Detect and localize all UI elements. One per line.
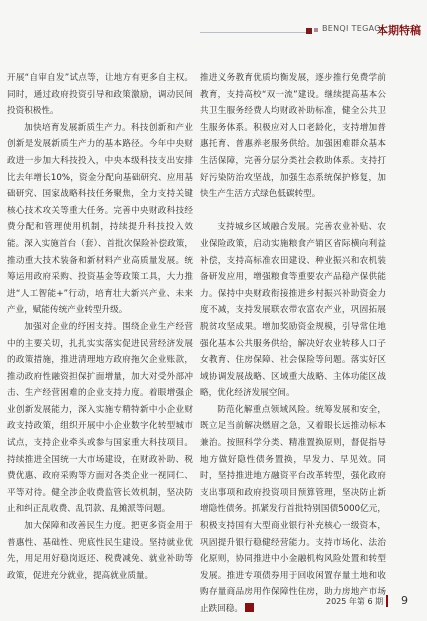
header-square-mark-small <box>314 28 318 32</box>
paragraph: 加大保障和改善民生力度。把更多资金用于普惠性、基础性、兜底性民生建设。坚持就业优先，用足用好稳岗返还、税费减免、就业补助等政策，促进充分就业，提高就业质量。 <box>7 521 193 581</box>
issue-number: 2025 年第 6 期 <box>326 597 384 606</box>
header-square-mark <box>306 28 312 34</box>
paragraph-text: 防范化解重点领域风险。统筹发展和安全，既立足当前解决燃眉之急，又着眼长远推动标本兼治。按照科学分类、精准置换原则，督促指导地方做好隐性债务置换，早发力、早见效。同时，坚持推进地方融资平台改革转型，强化政府支出事项和政府投资项目预算管理，坚决防止新增隐性债务。抓紧发行首批特别国债5000亿元，积极支持国有大型商业银行补充核心一级资本，巩固提升银行稳健经营能力。支持市场化、法治化原则，协同推进中小金融机构风险处置和转型发展。推进专项债券用于回收闲置存量土地和收购存量商品房用作保障性住房，助力房地产市场止跌回稳。 <box>200 404 386 614</box>
paragraph <box>200 402 386 618</box>
footer-divider <box>386 595 388 607</box>
paragraph: 加强对企业的纾困支持。围绕企业生产经营中的主要关切，扎扎实实落实促进民营经济发展的政策措施，推进清理地方政府拖欠企业账款，推动政府性融资担保扩面增量，加大对受外部冲击、生产经营困难的企业支持力度。着眼增强企业创新发展能力，深入实施专精特新中小企业财政支持政策，组织开展中小企业数字化转型城市试点，支持企业牵头或参与国家重大科技项目。持续推进全国统一大市场建设，在财政补助、税费优惠、政府采购等方面对各类企业一视同仁、平等对待。健全涉企收费监管长效机制，坚决防止和纠正乱收费、乱罚款、乱摊派等问题。 <box>7 321 193 515</box>
left-column <box>7 70 193 584</box>
paragraph: 开展“自审自发”试点等，让地方有更多自主权。同时，通过政府投资引导和政策激励，调动民间投资积极性。 <box>7 73 193 117</box>
paragraph: 推进义务教育优质均衡发展，逐步推行免费学前教育，支持高校“双一流”建设。继续提高基本公共卫生服务经费人均财政补助标准，健全公共卫生服务体系。积极应对人口老龄化，支持增加普惠托育、普惠养老服务供给。加强困难群众基本生活保障，完善分层分类社会救助体系。支持打好污染防治攻坚战，加强生态系统保护修复，加快生产生活方式绿色低碳转型。 <box>200 73 386 200</box>
page-footer <box>0 594 427 614</box>
header-section-title: 本期特稿 <box>377 24 421 37</box>
page-number: 9 <box>401 594 408 607</box>
header-rule <box>200 32 310 33</box>
running-header <box>0 4 427 64</box>
paragraph: 支持城乡区域融合发展。完善农业补贴、农业保险政策，启动实施粮食产销区省际横向利益补偿，支持高标准农田建设、种业振兴和农机装备研发应用，增强粮食等重要农产品稳产保供能力。保持中央财政衔接推进乡村振兴补助资金力度不减，支持发展联农带农富农产业，巩固拓展脱贫攻坚成果。增加奖励资金规模，引导常住地强化基本公共服务供给，解决好农业转移人口子女教育、住房保障、社会保险等问题。落实好区域协调发展战略、区域重大战略、主体功能区战略，优化经济发展空间。 <box>200 222 386 399</box>
header-pinyin: BENQI TEGAO <box>322 24 381 33</box>
paragraph: 加快培育发展新质生产力。科技创新和产业创新是发展新质生产力的基本路径。今年中央财政进一步加大科技投入，中央本级科技支出安排比去年增长10%，资金分配向基础研究、应用基础研究、国家战略科技任务聚焦，全力支持关键核心技术攻关等重大任务。完善中央财政科技经费分配和管理使用机制，持续提升科技投入效能。深入实施首台（套）、首批次保险补偿政策，推动重大技术装备和新材料产业高质量发展。统筹运用政府采购、投资基金等政策工具，大力推进“人工智能+”行动，培育壮大新兴产业、未来产业，赋能传统产业转型升级。 <box>7 122 193 316</box>
right-column <box>200 70 386 618</box>
